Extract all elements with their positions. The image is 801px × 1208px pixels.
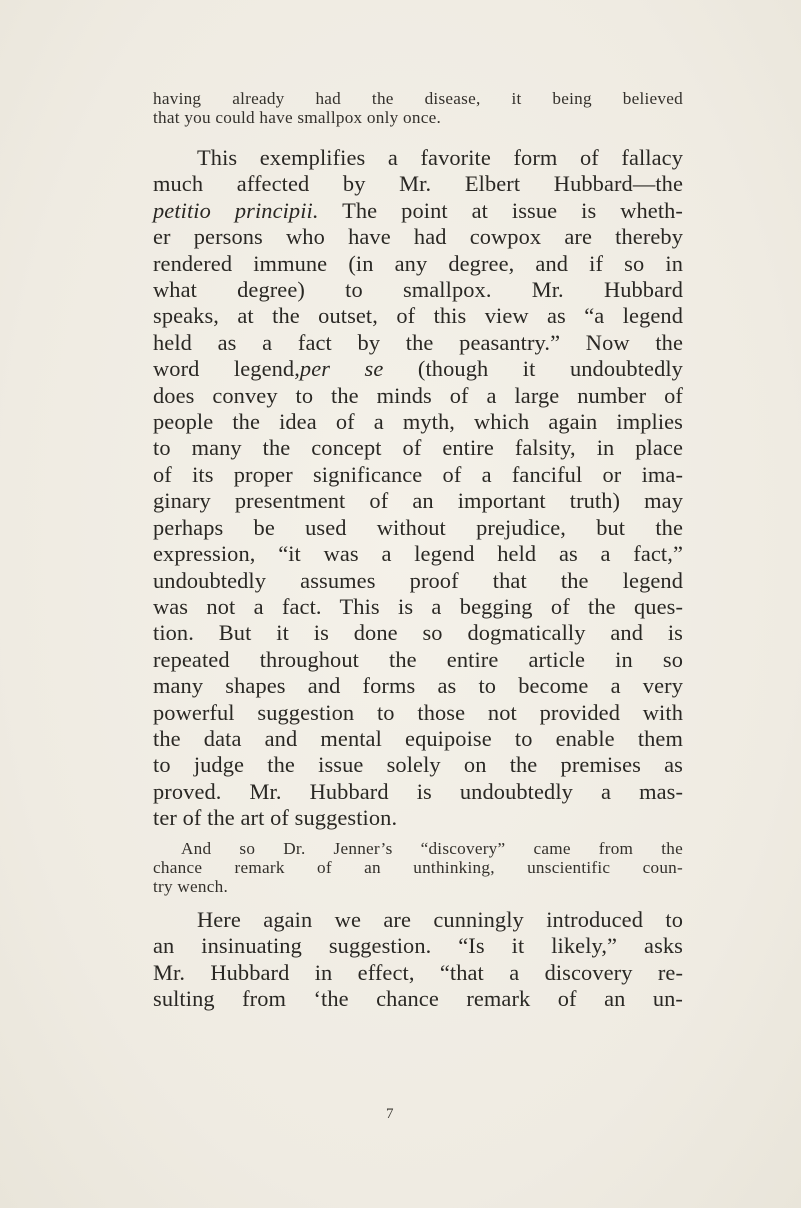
quote-jenner bbox=[153, 839, 683, 896]
text-line: er persons who have had cowpox are thereby bbox=[153, 224, 683, 250]
text-line: an insinuating suggestion. “Is it likely,” asks bbox=[153, 933, 683, 959]
paragraph-fallacy bbox=[153, 145, 683, 832]
text-line: ter of the art of suggestion. bbox=[153, 805, 398, 831]
text-line: powerful suggestion to those not provided with bbox=[153, 699, 683, 725]
text-line: Here again we are cunningly introduced to bbox=[197, 907, 683, 932]
text-line: to many the concept of entire falsity, in place bbox=[153, 435, 683, 461]
text-line: of its proper significance of a fanciful or ima- bbox=[153, 461, 683, 487]
text-line: try wench. bbox=[153, 877, 229, 896]
text-line: that you could have smallpox only once. bbox=[153, 108, 442, 127]
text-line: And so Dr. Jenner’s “discovery” came from the bbox=[181, 839, 683, 858]
text-line: the data and mental equipoise to enable them bbox=[153, 725, 683, 751]
text-line: to judge the issue solely on the premises as bbox=[153, 752, 683, 778]
text-line: held as a fact by the peasantry.” Now the bbox=[153, 329, 683, 355]
text-line: rendered immune (in any degree, and if so in bbox=[153, 250, 683, 276]
paragraph-insinuating bbox=[153, 907, 683, 1013]
text-line: undoubtedly assumes proof that the legend bbox=[153, 567, 683, 593]
quote-continuation bbox=[153, 89, 683, 127]
text-line: tion. But it is done so dogmatically and is bbox=[153, 620, 683, 646]
latin-term: per se bbox=[299, 356, 384, 382]
text-line: chance remark of an unthinking, unscientific coun- bbox=[153, 858, 683, 877]
text-line: ginary presentment of an important truth) may bbox=[153, 488, 683, 514]
text-line: expression, “it was a legend held as a fact,” bbox=[153, 541, 683, 567]
text-line: perhaps be used without prejudice, but the bbox=[153, 514, 683, 540]
latin-term: petitio principii. bbox=[153, 197, 319, 223]
text-line: does convey to the minds of a large number of bbox=[153, 382, 683, 408]
text-line: repeated throughout the entire article in so bbox=[153, 646, 683, 672]
text-line: people the idea of a myth, which again implies bbox=[153, 409, 683, 435]
text-line: sulting from ‘the chance remark of an un- bbox=[153, 986, 683, 1012]
text-line: word legend,per se (though it undoubtedly bbox=[153, 356, 683, 382]
text-line: having already had the disease, it being believed bbox=[153, 89, 683, 108]
text-line: speaks, at the outset, of this view as “a legend bbox=[153, 303, 683, 329]
text-line: This exemplifies a favorite form of fallacy bbox=[197, 145, 683, 170]
text-line: petitio principii. The point at issue is wheth- bbox=[153, 197, 683, 223]
text-line: was not a fact. This is a begging of the ques- bbox=[153, 593, 683, 619]
text-line: proved. Mr. Hubbard is undoubtedly a mas- bbox=[153, 778, 683, 804]
text-line: what degree) to smallpox. Mr. Hubbard bbox=[153, 277, 683, 303]
page-number: 7 bbox=[386, 1106, 394, 1122]
text-line: Mr. Hubbard in effect, “that a discovery re- bbox=[153, 959, 683, 985]
text-line: many shapes and forms as to become a very bbox=[153, 673, 683, 699]
text-line: much affected by Mr. Elbert Hubbard—the bbox=[153, 171, 683, 197]
